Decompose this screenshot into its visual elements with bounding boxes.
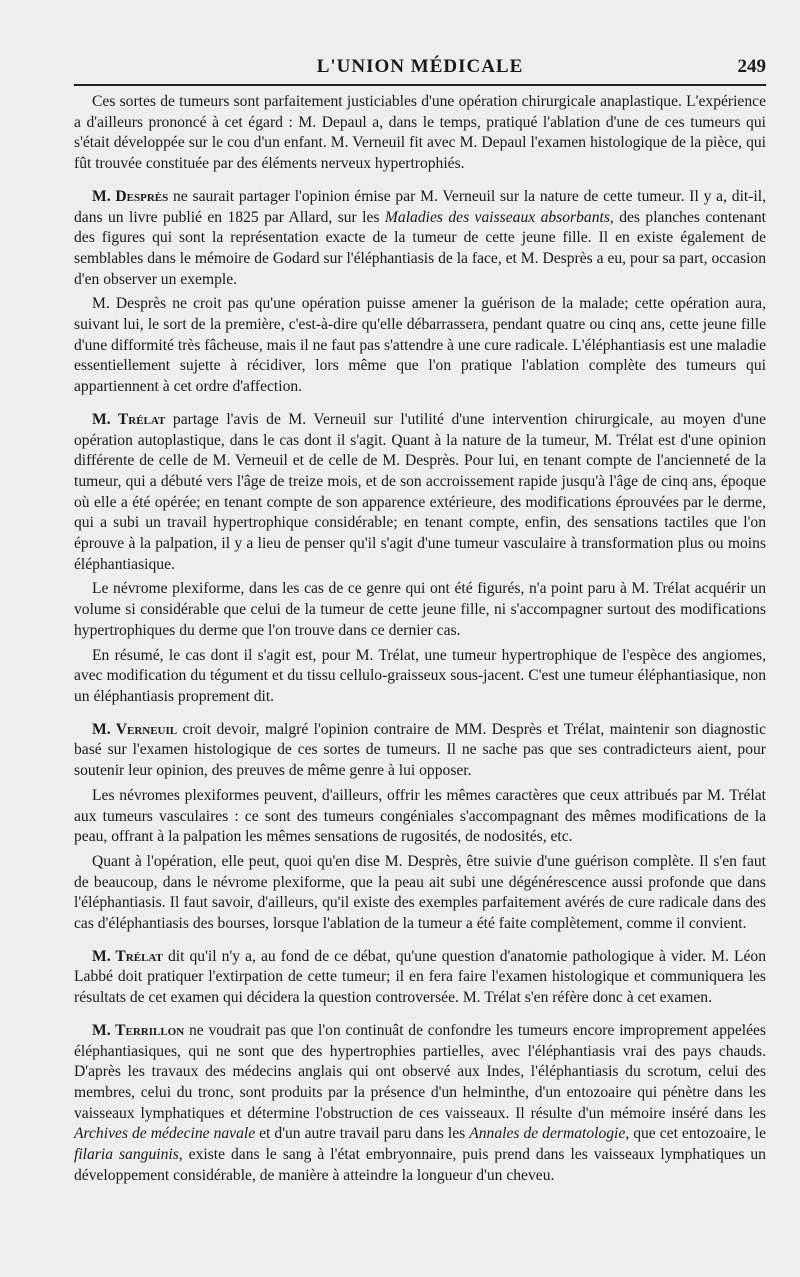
article-body	[74, 92, 766, 1186]
paragraph-text: , existe dans le sang à l'état embryonnaire, puis prend dans les vaisseaux lymphatiques un développement considérable, de manière à atteindre la longueur d'un cheveu.	[74, 1146, 766, 1184]
paragraph	[74, 294, 766, 398]
paragraph-text: Le névrome plexiforme, dans les cas de ce genre qui ont été figurés, n'a point paru à M. Trélat acquérir un volume si considérable que celui de la tumeur de cette jeune fille, ni s'accompagner surtout des modifications hypertrophiques du derme que l'on trouve dans ce dernier cas.	[74, 580, 766, 639]
running-title: L'UNION MÉDICALE	[316, 56, 524, 77]
paragraph-text: partage l'avis de M. Verneuil sur l'utilité d'une intervention chirurgicale, au moyen d'une opération autoplastique, dans le cas dont il s'agit. Quant à la nature de la tumeur, M. Trélat est d'une opinion différente de celle de M. Verneuil et de celle de M. Desprès. Pour lui, en tenant compte de l'ancienneté de la tumeur, qui a débuté vers l'âge de treize mois, et de son accroissement rapide jusqu'à l'âge de cinq ans, époque où elle a été opérée; en tenant compte de son apparence extérieure, des modifications éprouvées par le derme, qui a subi un travail hypertrophique considérable; en tenant compte, enfin, des sensations tactiles que l'on éprouve à la palpation, il y a lieu de penser qu'il s'agit d'une tumeur vasculaire à transformation plus ou moins éléphantiasique.	[74, 410, 767, 573]
paragraph-text: Ces sortes de tumeurs sont parfaitement justiciables d'une opération chirurgicale anaplastique. L'expérience a d'ailleurs prononcé à cet égard : M. Depaul a, dans le temps, pratiqué l'ablation d'une de ces tumeurs qui s'était développée sur le cou d'un enfant. M. Verneuil fit avec M. Depaul l'examen histologique de la pièce, qui fût trouvée constituée par des éléments nerveux hypertrophiés.	[74, 93, 766, 173]
cited-title: Maladies des vaisseaux absorbants	[384, 208, 610, 226]
paragraph-text: ne saurait partager l'opinion émise par M. Verneuil sur la nature de cette tumeur. Il y a, dit-il, dans un livre publié en 1825 par Allard, sur les	[74, 187, 766, 226]
speaker-name: M. Desprès	[92, 187, 169, 205]
paragraph	[74, 187, 766, 291]
paragraph-text: , que cet entozoaire, le	[625, 1125, 766, 1143]
paragraph	[74, 579, 766, 641]
speaker-name: M. Verneuil	[92, 720, 178, 738]
paragraph-text: Quant à l'opération, elle peut, quoi qu'en dise M. Desprès, être suivie d'une guérison complète. Il s'en faut de beaucoup, dans le névrome plexiforme, que la peau ait subi une dégénérescence aussi profonde que dans l'éléphantiasis. Il faut savoir, d'ailleurs, qu'il existe des exemples parfaitement avérés de cure radicale dans des cas d'éléphantiasis des bourses, lorsque l'ablation de la tumeur a été faite complètement, comme il convient.	[74, 852, 766, 933]
paragraph-text: En résumé, le cas dont il s'agit est, pour M. Trélat, une tumeur hypertrophique de l'espèce des angiomes, avec modification du tégument et du tissu cellulo-graisseux sous-jacent. C'est une tumeur éléphantiasique, non un éléphantiasis proprement dit.	[74, 646, 766, 705]
paragraph	[74, 646, 766, 708]
paragraph-text: Les névromes plexiformes peuvent, d'ailleurs, offrir les mêmes caractères que ceux attribués par M. Trélat aux tumeurs vasculaires : ce sont des tumeurs congéniales s'accompagnant des mêmes modifications de la peau, offrant à la palpation les mêmes sensations de rugosités, de nodosités, etc.	[74, 786, 766, 846]
paragraph-text: et d'un autre travail paru dans les	[255, 1125, 470, 1143]
page-number: 249	[737, 56, 766, 77]
paragraph	[74, 92, 766, 175]
speaker-name: M. Trélat	[92, 947, 163, 965]
paragraph	[74, 947, 766, 1009]
paragraph-text: ne voudrait pas que l'on continuât de confondre les tumeurs encore improprement appelées éléphantiasiques, qui ne sont que des hypertrophies partielles, avec l'éléphantiasis vrai des pays chauds. D'après les travaux des médecins anglais qui ont observé aux Indes, l'éléphantiasis du scrotum, celui des membres, celui du tronc, sont produits par la présence d'un helminthe, d'un entozoaire qui pénètre dans les vaisseaux lymphatiques et détermine l'obstruction de ces vaisseaux. Il résulte d'un mémoire inséré dans les	[74, 1021, 766, 1122]
cited-title: Archives de médecine navale	[74, 1125, 256, 1143]
paragraph-text: M. Desprès ne croit pas qu'une opération puisse amener la guérison de la malade; cette opération aura, suivant lui, le sort de la première, c'est-à-dire qu'elle débarrassera, pendant quatre ou cinq ans, cette jeune fille d'une difformité très fâcheuse, mais il ne faut pas s'attendre à une cure radicale. L'éléphantiasis est une maladie essentiellement sujette à récidiver, lors même que l'on pratique l'ablation complète des tumeurs qui appartiennent à cet ordre d'affection.	[74, 295, 766, 396]
paragraph	[74, 852, 766, 935]
header-rule	[74, 84, 766, 86]
paragraph	[74, 786, 766, 848]
paragraph-text: , des planches contenant des figures qui sont la représentation exacte de la tumeur de cette jeune fille. Il en existe également de semblables dans le mémoire de Godard sur l'éléphantiasis de la face, et M. Desprès a eu, pour sa part, occasion d'en observer un exemple.	[74, 208, 766, 288]
paragraph-text: croit devoir, malgré l'opinion contraire de MM. Desprès et Trélat, maintenir son diagnostic basé sur l'examen histologique de ces sortes de tumeurs. Il ne sache pas que ses contradicteurs aient, pour soutenir leur opinion, des preuves de même genre à lui opposer.	[74, 720, 766, 780]
page-header	[74, 50, 766, 80]
cited-title: Annales de dermatologie	[469, 1125, 626, 1143]
speaker-name: M. Terrillon	[92, 1021, 185, 1039]
speaker-name: M. Trélat	[92, 410, 166, 428]
paragraph	[74, 410, 766, 576]
species-name: filaria sanguinis	[74, 1146, 179, 1164]
paragraph	[74, 720, 766, 782]
paragraph-text: dit qu'il n'y a, au fond de ce débat, qu'une question d'anatomie pathologique à vider. M. Léon Labbé doit pratiquer l'extirpation de cette tumeur; il en fera faire l'examen histologique et communiquera les résultats de cet examen qui décidera la question controversée. M. Trélat s'en réfère donc à cet examen.	[74, 947, 767, 1007]
paragraph	[74, 1021, 766, 1187]
